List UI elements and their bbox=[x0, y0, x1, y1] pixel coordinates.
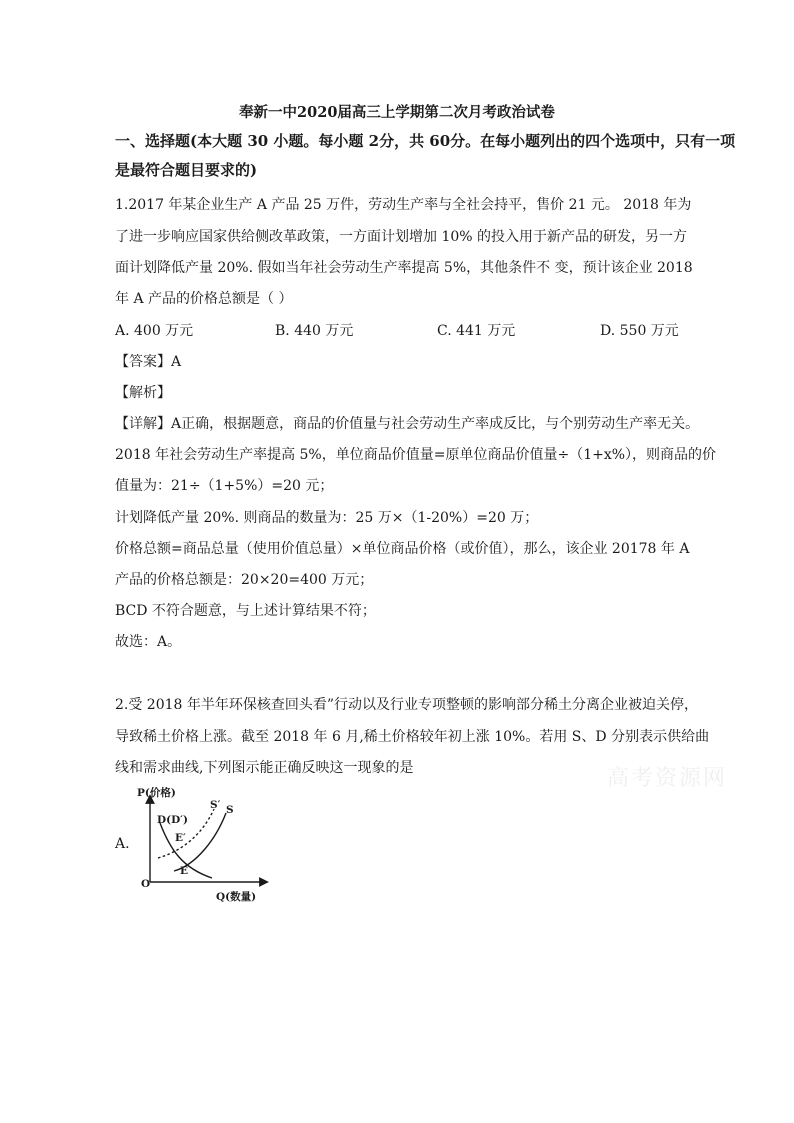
q1-stem-line-4: 年 A 产品的价格总额是（ ） bbox=[115, 291, 293, 307]
q1-detail-line-4: 计划降低产量 20%. 则商品的数量为：25 万×（1-20%）=20 万； bbox=[115, 510, 539, 526]
q2-option-a-label: A. bbox=[115, 836, 130, 852]
section-heading-line-2: 是最符合题目要求的) bbox=[115, 161, 258, 179]
origin-label: O bbox=[141, 878, 151, 890]
q1-option-b: B. 440 万元 bbox=[275, 323, 354, 339]
q1-detail-line-5: 价格总额=商品总量（使用价值总量）×单位商品价格（或价值），那么，该企业 20178 年 A bbox=[115, 541, 690, 557]
q1-stem-line-3: 面计划降低产量 20%. 假如当年社会劳动生产率提高 5%，其他条件不 变，预计该企业 2018 bbox=[115, 260, 693, 276]
equilibrium-shifted-label: E′ bbox=[175, 832, 186, 844]
q1-detail-line-6: 产品的价格总额是：20×20=400 万元； bbox=[115, 572, 374, 588]
q1-stem-line-1: 1.2017 年某企业生产 A 产品 25 万件，劳动生产率与全社会持平，售价 21 元。 2018 年为 bbox=[115, 197, 692, 213]
q2-stem-line-2: 导致稀土价格上涨。截至 2018 年 6 月,稀土价格较年初上涨 10%。若用 S、D 分别表示供给曲 bbox=[115, 729, 710, 745]
q1-options bbox=[115, 320, 680, 340]
q1-stem-line-2: 了进一步响应国家供给侧改革政策，一方面计划增加 10% 的投入用于新产品的研发，另一方 bbox=[115, 229, 688, 245]
q1-option-c: C. 441 万元 bbox=[437, 323, 516, 339]
q1-detail-line-1: 【详解】A正确，根据题意，商品的价值量与社会劳动生产率成反比，与个别劳动生产率无关。 bbox=[115, 416, 700, 432]
section-heading-line-1: 一、选择题(本大题 30 小题。每小题 2分，共 60分。在每小题列出的四个选项中，只有一项 bbox=[115, 132, 736, 150]
q1-answer: 【答案】A bbox=[115, 354, 182, 370]
q1-detail-line-2: 2018 年社会劳动生产率提高 5%，单位商品价值量=原单位商品价值量÷（1+x%），则商品的价 bbox=[115, 447, 717, 463]
q1-detail-line-3: 值量为：21÷（1+5%）=20 元； bbox=[115, 478, 334, 494]
q1-detail-line-8: 故选：A。 bbox=[115, 634, 182, 650]
equilibrium-label: E bbox=[180, 865, 189, 877]
x-axis-label: Q(数量) bbox=[216, 891, 257, 903]
y-axis-label: P(价格) bbox=[137, 787, 176, 799]
supply-label: S bbox=[226, 804, 234, 816]
q2-stem-line-1: 2.受 2018 年半年环保核查回头看”行动以及行业专项整顿的影响部分稀土分离企业被迫关停， bbox=[115, 697, 699, 713]
supply-demand-figure bbox=[136, 783, 276, 908]
q1-option-a: A. 400 万元 bbox=[115, 323, 194, 339]
q1-option-d: D. 550 万元 bbox=[600, 323, 679, 339]
q2-stem-line-3: 线和需求曲线,下列图示能正确反映这一现象的是 bbox=[115, 760, 414, 776]
watermark: 高考资源网 bbox=[607, 766, 728, 791]
supply-shifted-label: S′ bbox=[210, 799, 221, 811]
page-title: 奉新一中2020届高三上学期第二次月考政治试卷 bbox=[239, 104, 555, 121]
q1-analysis-label: 【解析】 bbox=[115, 385, 171, 401]
q1-detail-line-7: BCD 不符合题意，与上述计算结果不符； bbox=[115, 603, 376, 619]
demand-label: D(D′) bbox=[157, 814, 188, 826]
